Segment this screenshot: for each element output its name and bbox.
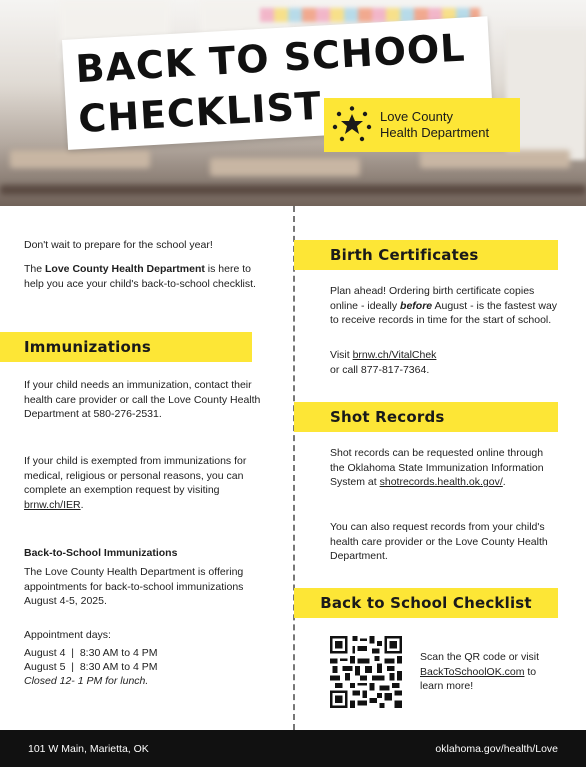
bc-pre: Plan ahead! Ordering birth certificate copies online - ideally [330, 285, 535, 312]
shot-records-link[interactable]: shotrecords.health.ok.gov/ [379, 476, 503, 488]
birth-certificates-heading: Birth Certificates [294, 240, 558, 270]
title-line-2: CHECKLIST [77, 83, 323, 142]
lunch-closure-note: Closed 12- 1 PM for lunch. [24, 675, 149, 687]
shot-records-p1 [330, 446, 560, 490]
intro-paragraph [24, 262, 272, 291]
org-name-line-2: Health Department [380, 125, 490, 140]
title-line-1: BACK TO SCHOOL [74, 25, 467, 92]
immunizations-p2-text: If your child is exempted from immunizations for medical, religious or personal reasons, you can complete an exemption request by visiting [24, 455, 247, 496]
qr-caption-pre: Scan the QR code or visit [420, 651, 540, 663]
birth-certificates-visit [330, 348, 560, 363]
checklist-heading: Back to School Checklist [294, 588, 558, 618]
qr-code-icon[interactable] [330, 636, 402, 708]
bg-desk [420, 150, 570, 168]
shot-records-heading: Shot Records [294, 402, 558, 432]
org-name-line-1: Love County [380, 109, 453, 124]
qr-caption [420, 650, 560, 694]
bg-desk-row [0, 185, 586, 195]
sr-p1-end: . [502, 476, 506, 488]
immunizations-p2-end: . [80, 498, 84, 511]
bg-desk [210, 158, 360, 176]
footer-address: 101 W Main, Marietta, OK [28, 742, 149, 755]
qr-caption-post: to learn more! [420, 665, 537, 692]
appointment-label: Appointment days: [24, 629, 111, 641]
birth-certificates-call: or call 877-817-7364. [330, 364, 430, 376]
immunizations-p2 [24, 454, 270, 512]
bc-visit-pre: Visit [330, 349, 353, 361]
sr-p1-text: Shot records can be requested online through the Oklahoma State Immunization Information System at [330, 447, 544, 488]
appointment-day-1: August 4 | 8:30 AM to 4 PM [24, 647, 158, 659]
birth-certificates-p1 [330, 284, 560, 328]
immunizations-heading: Immunizations [0, 332, 252, 362]
health-department-star-logo-icon [332, 105, 372, 145]
intro-post: is here to help you ace your child's back-to-school checklist. [24, 263, 256, 290]
bg-desk [10, 150, 150, 168]
intro-line: Don't wait to prepare for the school year! [24, 239, 213, 251]
exemption-link[interactable]: brnw.ch/IER [24, 498, 81, 511]
bc-emphasis: before [400, 299, 433, 312]
back-to-school-immunizations-heading: Back-to-School Immunizations [24, 547, 178, 559]
immunizations-p3: The Love County Health Department is offering appointments for back-to-school immunizations August 4-5, 2025. [24, 566, 244, 607]
org-badge [324, 98, 520, 152]
immunizations-p1: If your child needs an immunization, contact their health care provider or call the Love County Health Department at 580-276-2531. [24, 379, 261, 420]
footer-website[interactable]: oklahoma.gov/health/Love [435, 742, 558, 755]
hero-banner [0, 0, 586, 206]
intro-org: Love County Health Department [45, 263, 205, 275]
appointment-day-2: August 5 | 8:30 AM to 4 PM [24, 661, 158, 673]
vitalchek-link[interactable]: brnw.ch/VitalChek [352, 349, 437, 361]
bc-post: August - is the fastest way to receive records in time for the start of school. [330, 299, 558, 326]
org-name [380, 109, 489, 141]
footer [0, 730, 586, 767]
shot-records-p2: You can also request records from your child's health care provider or the Love County Health Department. [330, 521, 548, 562]
intro-pre: The [24, 263, 46, 275]
backtoschool-link[interactable]: BackToSchoolOK.com [420, 665, 525, 678]
column-divider [293, 206, 295, 730]
